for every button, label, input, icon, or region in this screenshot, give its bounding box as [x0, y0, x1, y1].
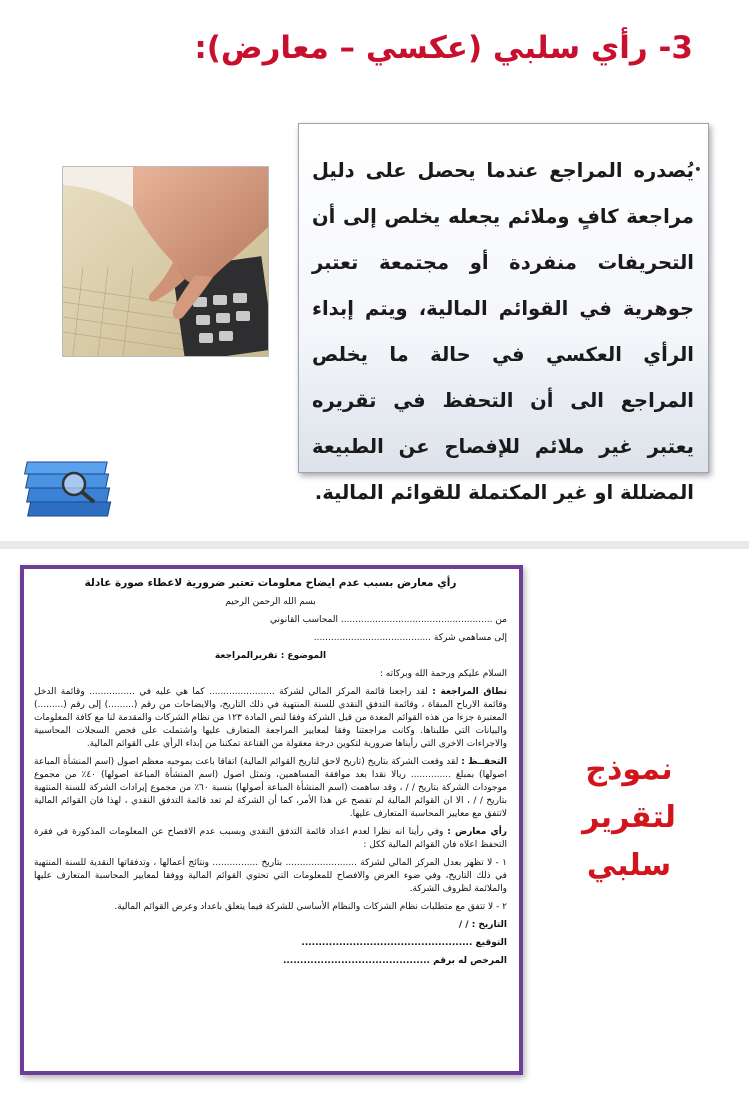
- blue-binders-magnifier-icon: [22, 458, 127, 528]
- sample-report-label: نموذج لتقرير سلبي: [582, 752, 676, 883]
- slide-adverse-report-sample: [0, 549, 749, 1097]
- greeting: السلام عليكم ورحمة الله وبركاته :: [379, 669, 507, 679]
- scope-text: لقد راجعنا قائمة المركز المالي لشركة ....................... كما هي عليه في ................ وقائمة الدخل وقائمة الارباح المبقاة ، وقائمة التدفق النقدي للسنة المنتهية في ذلك التاريخ، والايضاحات من رقم (.........) إلى رقم (.........) المعتبرة جزءا من هذه القوائم المعدة من قبل الشركة وفقا لنص المادة ١٢٣ من نظام الشركات والمقدمة لنا مع كافة المعلومات والبيانات التي طلبناها. وكانت مراجعتنا وفقا لمعايير المراجعة المتعارف عليها واشتملت على فحص السجلات المحاسبية والاجراءات الاخرى التي رأيناها ضرورية لتكوين درجة معقولة من القناعة تمكننا من إبداء الرأي على القوائم المالية.: [34, 687, 507, 749]
- qualification-paragraph: [34, 756, 507, 821]
- basmala: بسم الله الرحمن الرحيم: [225, 597, 316, 607]
- from-line: من ..................................................... المحاسب القانوني: [270, 615, 507, 625]
- definition-textbox: [298, 123, 709, 504]
- qualification-text: لقد وقعت الشركة بتاريخ (تاريخ لاحق لتاريخ القوائم المالية) اتفاقا باعت بموجبه معظم اصول (اسم المنشأة المباعة اصولها) بمبلغ .............. ريالا نقدا بعد موافقة المساهمين، وتمثل اصول (اسم المنشأة المباعة اصولها) ٤٠٪ من مجموع موجودات الشركة بتاريخ / / ، وقد ساهمت (اسم المنشأة المباعة أصولها) بنسبة ٦٠٪ من مجموع إيرادات الشركة للسنة المنتهية بتاريخ / / ، الا ان القوائم المالية لم تفصح عن هذا الأمر، كما أن الشركة لم تعد قائمة التدفق النقدي ، لهذا فان القوائم المالية لاتتفق مع معايير المحاسبة المتعارف عليها.: [34, 757, 507, 819]
- subject-line: الموضوع : تقريرالمراجعة: [214, 651, 327, 661]
- opinion-paragraph: [34, 826, 507, 852]
- report-document: [20, 565, 523, 1075]
- slide-title: 3- رأي سلبي (عكسي – معارض):: [194, 30, 693, 66]
- bullet-icon: •: [693, 162, 702, 178]
- definition-text: يُصدره المراجع عندما يحصل على دليل مراجعة كافٍ وملائم يجعله يخلص إلى أن التحريفات منفردة أو مجتمعة تعتبر جوهرية في القوائم المالية، ويتم إبداء الرأي العكسي في حالة ما يخلص المراجع الى أن التحفظ في تقريره يعتبر غير ملائم للإفصاح عن الطبيعة المضللة او غير المكتملة للقوائم المالية.: [312, 159, 694, 504]
- date-line: التاريخ : / /: [458, 920, 507, 930]
- hand-on-calculator-photo: [62, 166, 269, 357]
- qualification-label: التحفــظ :: [461, 757, 507, 767]
- opinion-item-2: ٢ - لا تتفق مع متطلبات نظام الشركات والنظام الأساسي للشركة فيما يتعلق باعداد وعرض القوائم المالية.: [114, 902, 507, 912]
- opinion-item-1: ١ - لا تظهر بعدل المركز المالي لشركة ......................... بتاريخ ................ ونتائج أعمالها ، وتدفقاتها النقدية للسنة المنتهية في ذلك التاريخ، وفي ضوء العرض والافصاح للمعلومات التي تحتوي القوائم المالية ووفقا لمعايير المحاسبة المتعارف عليها والملائمة لظروف الشركة.: [34, 858, 507, 894]
- signature-line: التوقيع ..................................................: [301, 938, 507, 948]
- license-line: المرخص له برقم ...........................................: [282, 956, 507, 966]
- to-line: إلى مساهمي شركة .........................................: [313, 633, 507, 643]
- scope-label: نطاق المراجعة :: [432, 687, 507, 697]
- report-title: رأي معارض بسبب عدم ايضاح معلومات تعتبر ضرورية لاعطاء صورة عادلة: [84, 577, 457, 589]
- scope-paragraph: [34, 686, 507, 751]
- opinion-text: وفي رأينا انه نظرا لعدم اعداد قائمة التدفق النقدي وبسبب عدم الافصاح عن المعلومات المذكورة في فقرة التحفظ اعلاه فان القوائم المالية ككل :: [34, 827, 507, 850]
- opinion-label: رأي معارض :: [447, 827, 507, 837]
- slide-adverse-opinion: [0, 0, 749, 541]
